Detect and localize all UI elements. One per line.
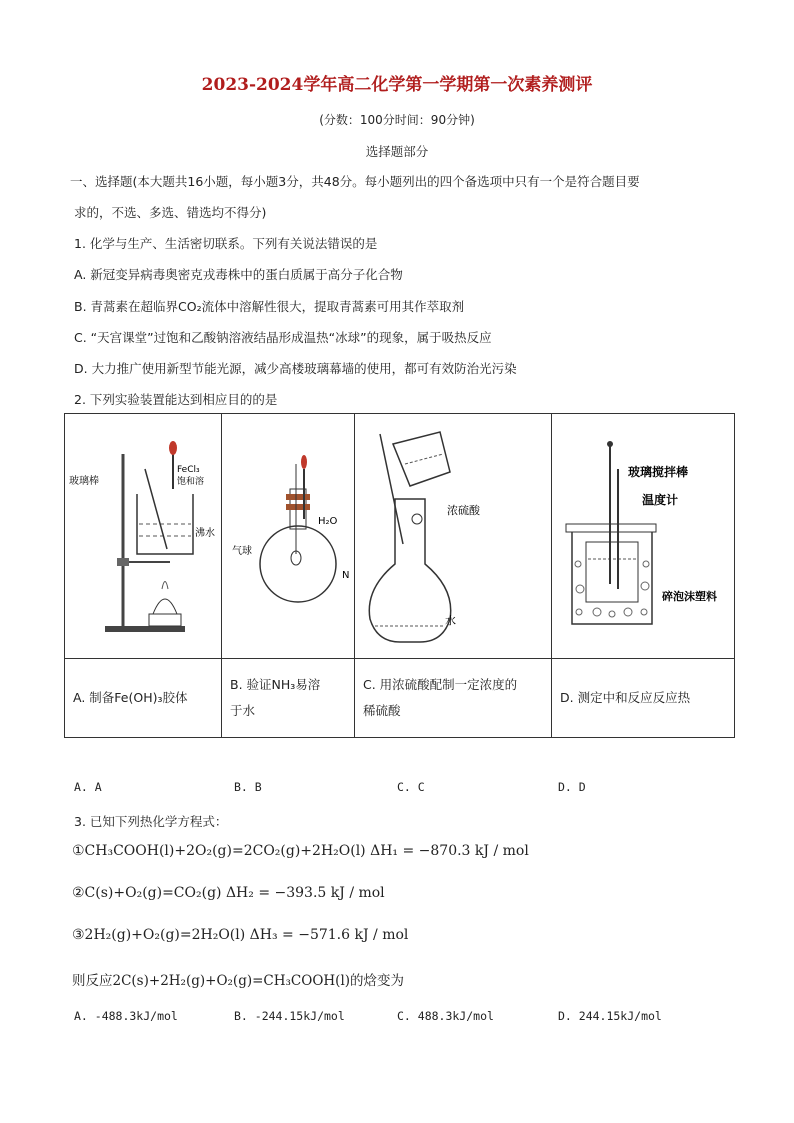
- q1-option-b: B. 青蒿素在超临界CO₂流体中溶解性很大，提取青蒿素可用其作萃取剂: [74, 299, 465, 314]
- fig-a-rod-label: 玻璃棒: [69, 476, 99, 487]
- q2-stem: 2. 下列实验装置能达到相应目的的是: [74, 392, 278, 407]
- q3-stem: 3. 已知下列热化学方程式：: [74, 814, 228, 829]
- fig-d-apparatus: [552, 414, 734, 654]
- fig-d-rod-label: 玻璃搅拌棒: [628, 465, 689, 479]
- section-heading: 选择题部分: [365, 144, 429, 159]
- fig-a-saturated-label: 饱和溶: [177, 477, 205, 487]
- fig-b-caption: [222, 659, 355, 738]
- fig-d-cell: [552, 414, 735, 659]
- q1-option-d: D. 大力推广使用新型节能光源，减少高楼玻璃幕墙的使用，都可有效防治光污染: [74, 361, 517, 376]
- fig-b-water-label: H₂O: [318, 516, 338, 527]
- fig-a-boiling-water-label: 沸水: [195, 528, 215, 539]
- fig-c-caption-line-1: C. 用浓硫酸配制一定浓度的: [363, 677, 518, 692]
- q3-equation-1: ①CH₃COOH(l)+2O₂(g)=2CO₂(g)+2H₂O(l) ΔH₁ = −870.3 kJ / mol: [72, 843, 529, 859]
- score-time-note: (分数：100分时间：90分钟): [319, 113, 475, 127]
- fig-c-acid-label: 浓硫酸: [447, 504, 480, 517]
- fig-d-caption: D. 测定中和反应反应热: [552, 659, 735, 738]
- fig-b-cell: [222, 414, 355, 659]
- fig-b-caption-line-2: 于水: [230, 703, 256, 718]
- q3-option-a: A. -488.3kJ/mol: [74, 1009, 178, 1023]
- fig-d-thermometer-label: 温度计: [642, 493, 679, 507]
- fig-c-apparatus: [355, 414, 551, 654]
- q3-question: 则反应2C(s)+2H₂(g)+O₂(g)=CH₃COOH(l)的焓变为: [72, 973, 405, 989]
- q3-equation-2: ②C(s)+O₂(g)=CO₂(g) ΔH₂ = −393.5 kJ / mol: [72, 885, 385, 901]
- q3-option-b: B. -244.15kJ/mol: [234, 1009, 345, 1023]
- q1-stem: 1. 化学与生产、生活密切联系。下列有关说法错误的是: [74, 236, 378, 251]
- q3-option-c: C. 488.3kJ/mol: [397, 1009, 494, 1023]
- q2-option-d: D. D: [558, 780, 586, 794]
- q2-figure-table: [64, 413, 735, 738]
- q3-equation-3: ③2H₂(g)+O₂(g)=2H₂O(l) ΔH₃ = −571.6 kJ / mol: [72, 927, 409, 943]
- q1-option-a: A. 新冠变异病毒奥密克戎毒株中的蛋白质属于高分子化合物: [74, 267, 403, 282]
- fig-c-caption: [355, 659, 552, 738]
- instructions-line-2: 求的，不选、多选、错选均不得分): [74, 205, 267, 220]
- q2-option-a: A. A: [74, 780, 102, 794]
- page-title: 2023-2024学年高二化学第一学期第一次素养测评: [201, 75, 593, 95]
- q3-option-d: D. 244.15kJ/mol: [558, 1009, 662, 1023]
- fig-a-fecl3-label: FeCl₃: [177, 465, 200, 475]
- fig-d-foam-label: 碎泡沫塑料: [662, 590, 717, 603]
- fig-a-cell: [65, 414, 222, 659]
- q2-option-b: B. B: [234, 780, 262, 794]
- fig-b-balloon-label: 气球: [232, 546, 252, 557]
- fig-c-water-label: 水: [445, 614, 456, 627]
- q1-option-c: C. “天宫课堂”过饱和乙酸钠溶液结晶形成温热“冰球”的现象，属于吸热反应: [74, 330, 492, 345]
- q2-option-c: C. C: [397, 780, 425, 794]
- fig-b-caption-line-1: B. 验证NH₃易溶: [230, 677, 321, 692]
- fig-b-n-label: N: [342, 570, 350, 581]
- fig-c-caption-line-2: 稀硫酸: [363, 703, 401, 718]
- instructions-line-1: 一、选择题(本大题共16小题，每小题3分，共48分。每小题列出的四个备选项中只有一个是符合题目要: [70, 174, 640, 189]
- fig-c-cell: [355, 414, 552, 659]
- fig-b-apparatus: [222, 414, 354, 654]
- fig-a-apparatus: [65, 414, 221, 654]
- fig-a-caption: A. 制备Fe(OH)₃胶体: [65, 659, 222, 738]
